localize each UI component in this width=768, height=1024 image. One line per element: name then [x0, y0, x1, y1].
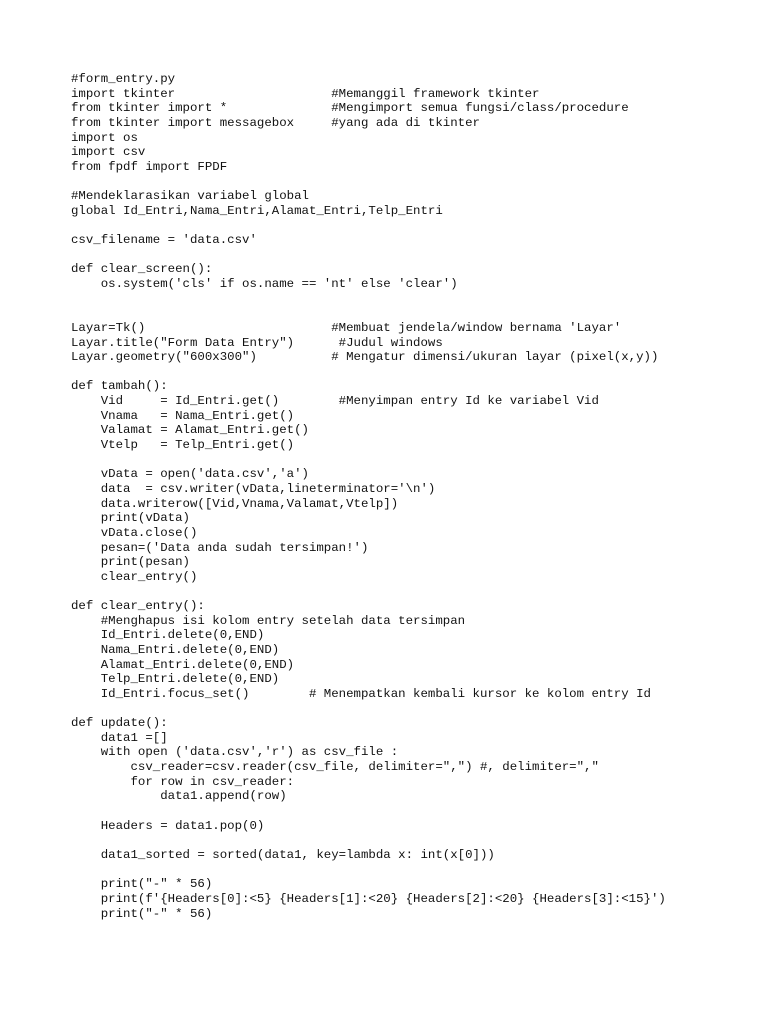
- code-line: print(f'{Headers[0]:<5} {Headers[1]:<20} {Headers[2]:<20} {Headers[3]:<15}'): [71, 891, 666, 906]
- code-line: data1_sorted = sorted(data1, key=lambda x: int(x[0])): [71, 847, 495, 862]
- code-line: import csv: [71, 145, 146, 160]
- code-line: print(vData): [71, 511, 190, 526]
- code-line: def update():: [71, 716, 168, 731]
- code-line: with open ('data.csv','r') as csv_file :: [71, 745, 399, 760]
- code-line: [71, 292, 761, 307]
- code-line: [71, 833, 761, 848]
- code-line: for row in csv_reader:: [71, 774, 295, 789]
- code-line: print(pesan): [71, 555, 190, 570]
- code-line: Vtelp = Telp_Entri.get(): [71, 438, 295, 453]
- code-line: global Id_Entri,Nama_Entri,Alamat_Entri,Telp_Entri: [71, 203, 443, 218]
- code-line: [71, 702, 761, 717]
- code-line: data1.append(row): [71, 789, 287, 804]
- code-line: Headers = data1.pop(0): [71, 818, 265, 833]
- code-line: [71, 804, 761, 819]
- code-line: from fpdf import FPDF: [71, 159, 228, 174]
- code-line: def clear_entry():: [71, 599, 205, 614]
- code-line: data = csv.writer(vData,lineterminator='\n'): [71, 481, 436, 496]
- code-line: clear_entry(): [71, 569, 198, 584]
- code-line: vData.close(): [71, 525, 198, 540]
- code-line: data1 =[]: [71, 730, 168, 745]
- code-line: vData = open('data.csv','a'): [71, 467, 309, 482]
- code-line: [71, 306, 761, 321]
- code-line: #Menghapus isi kolom entry setelah data tersimpan: [71, 613, 466, 628]
- code-line: Valamat = Alamat_Entri.get(): [71, 423, 309, 438]
- code-line: import tkinter #Memanggil framework tkinter: [71, 86, 540, 101]
- code-line: os.system('cls' if os.name == 'nt' else 'clear'): [71, 276, 458, 291]
- code-line: from tkinter import * #Mengimport semua fungsi/class/procedure: [71, 101, 629, 116]
- code-line: Vid = Id_Entri.get() #Menyimpan entry Id ke variabel Vid: [71, 394, 599, 409]
- code-line: [71, 365, 761, 380]
- code-line: print("-" * 56): [71, 906, 213, 921]
- code-line: [71, 248, 761, 263]
- code-line: print("-" * 56): [71, 877, 213, 892]
- code-line: Alamat_Entri.delete(0,END): [71, 657, 295, 672]
- code-line: Layar=Tk() #Membuat jendela/window bernama 'Layar': [71, 320, 622, 335]
- code-line: #Mendeklarasikan variabel global: [71, 189, 309, 204]
- code-line: def tambah():: [71, 379, 168, 394]
- code-document: [71, 72, 761, 921]
- code-line: [71, 453, 761, 468]
- code-line: [71, 863, 761, 878]
- code-line: [71, 174, 761, 189]
- code-line: csv_reader=csv.reader(csv_file, delimiter=",") #, delimiter=",": [71, 760, 599, 775]
- code-line: Vnama = Nama_Entri.get(): [71, 408, 295, 423]
- code-line: csv_filename = 'data.csv': [71, 233, 257, 248]
- code-line: def clear_screen():: [71, 262, 213, 277]
- code-line: #form_entry.py: [71, 72, 176, 86]
- code-line: pesan=('Data anda sudah tersimpan!'): [71, 540, 369, 555]
- code-line: Layar.geometry("600x300") # Mengatur dimensi/ukuran layar (pixel(x,y)): [71, 350, 659, 365]
- code-line: Layar.title("Form Data Entry") #Judul windows: [71, 335, 443, 350]
- code-line: [71, 584, 761, 599]
- code-line: Nama_Entri.delete(0,END): [71, 642, 280, 657]
- code-line: import os: [71, 130, 138, 145]
- code-line: [71, 218, 761, 233]
- code-line: Id_Entri.focus_set() # Menempatkan kembali kursor ke kolom entry Id: [71, 686, 651, 701]
- code-line: from tkinter import messagebox #yang ada di tkinter: [71, 115, 480, 130]
- code-line: Id_Entri.delete(0,END): [71, 628, 265, 643]
- code-line: data.writerow([Vid,Vnama,Valamat,Vtelp]): [71, 496, 399, 511]
- code-line: Telp_Entri.delete(0,END): [71, 672, 280, 687]
